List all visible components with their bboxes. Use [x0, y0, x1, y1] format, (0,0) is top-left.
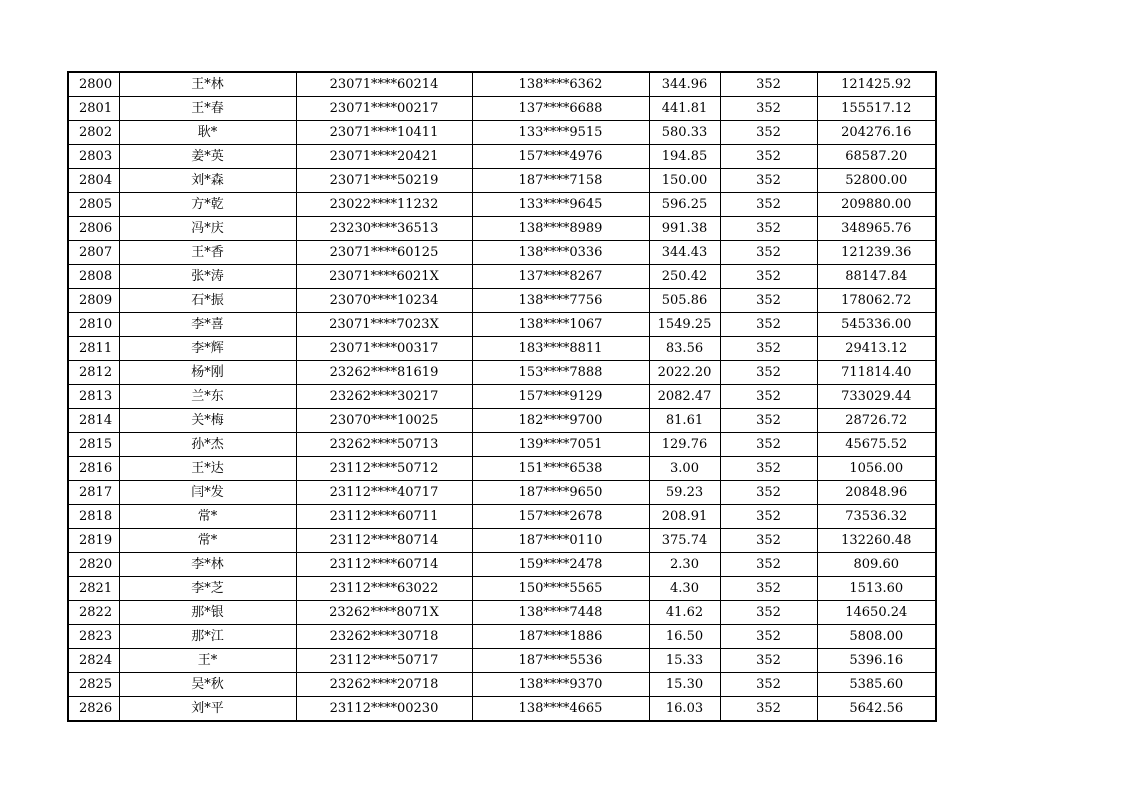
phone-cell: 157****9129 — [472, 385, 649, 409]
table-row — [68, 529, 936, 553]
table-row — [68, 72, 936, 97]
table-row — [68, 241, 936, 265]
amount-cell: 809.60 — [817, 553, 936, 577]
name-cell: 李*喜 — [119, 313, 296, 337]
amount-cell: 121425.92 — [817, 72, 936, 97]
area-cell: 83.56 — [649, 337, 720, 361]
amount-cell: 20848.96 — [817, 481, 936, 505]
area-cell: 59.23 — [649, 481, 720, 505]
area-cell: 344.43 — [649, 241, 720, 265]
table-row — [68, 145, 936, 169]
table-row — [68, 481, 936, 505]
phone-cell: 133****9515 — [472, 121, 649, 145]
phone-cell: 138****7756 — [472, 289, 649, 313]
id-number-cell: 23071****00217 — [296, 97, 472, 121]
name-cell: 王*达 — [119, 457, 296, 481]
amount-cell: 5642.56 — [817, 697, 936, 722]
table-row — [68, 433, 936, 457]
amount-cell: 73536.32 — [817, 505, 936, 529]
id-number-cell: 23070****10025 — [296, 409, 472, 433]
id-number-cell: 23071****60125 — [296, 241, 472, 265]
phone-cell: 138****0336 — [472, 241, 649, 265]
phone-cell: 138****9370 — [472, 673, 649, 697]
amount-cell: 121239.36 — [817, 241, 936, 265]
name-cell: 李*辉 — [119, 337, 296, 361]
row-number-cell: 2802 — [68, 121, 119, 145]
row-number-cell: 2818 — [68, 505, 119, 529]
rate-cell: 352 — [720, 193, 817, 217]
phone-cell: 138****8989 — [472, 217, 649, 241]
row-number-cell: 2819 — [68, 529, 119, 553]
area-cell: 580.33 — [649, 121, 720, 145]
phone-cell: 137****6688 — [472, 97, 649, 121]
amount-cell: 45675.52 — [817, 433, 936, 457]
area-cell: 3.00 — [649, 457, 720, 481]
id-number-cell: 23112****40717 — [296, 481, 472, 505]
amount-cell: 1513.60 — [817, 577, 936, 601]
records-table-body — [68, 72, 936, 721]
phone-cell: 138****4665 — [472, 697, 649, 722]
phone-cell: 182****9700 — [472, 409, 649, 433]
id-number-cell: 23262****8071X — [296, 601, 472, 625]
id-number-cell: 23262****81619 — [296, 361, 472, 385]
area-cell: 208.91 — [649, 505, 720, 529]
amount-cell: 28726.72 — [817, 409, 936, 433]
phone-cell: 151****6538 — [472, 457, 649, 481]
name-cell: 吴*秋 — [119, 673, 296, 697]
amount-cell: 29413.12 — [817, 337, 936, 361]
table-row — [68, 673, 936, 697]
row-number-cell: 2811 — [68, 337, 119, 361]
phone-cell: 187****7158 — [472, 169, 649, 193]
name-cell: 冯*庆 — [119, 217, 296, 241]
area-cell: 375.74 — [649, 529, 720, 553]
amount-cell: 209880.00 — [817, 193, 936, 217]
table-row — [68, 553, 936, 577]
table-row — [68, 169, 936, 193]
table-row — [68, 193, 936, 217]
row-number-cell: 2820 — [68, 553, 119, 577]
row-number-cell: 2804 — [68, 169, 119, 193]
row-number-cell: 2803 — [68, 145, 119, 169]
id-number-cell: 23071****60214 — [296, 72, 472, 97]
name-cell: 石*振 — [119, 289, 296, 313]
id-number-cell: 23262****50713 — [296, 433, 472, 457]
row-number-cell: 2825 — [68, 673, 119, 697]
rate-cell: 352 — [720, 385, 817, 409]
id-number-cell: 23112****50717 — [296, 649, 472, 673]
row-number-cell: 2826 — [68, 697, 119, 722]
phone-cell: 187****9650 — [472, 481, 649, 505]
name-cell: 闫*发 — [119, 481, 296, 505]
id-number-cell: 23071****6021X — [296, 265, 472, 289]
rate-cell: 352 — [720, 529, 817, 553]
amount-cell: 14650.24 — [817, 601, 936, 625]
id-number-cell: 23112****80714 — [296, 529, 472, 553]
area-cell: 2.30 — [649, 553, 720, 577]
rate-cell: 352 — [720, 433, 817, 457]
name-cell: 常* — [119, 505, 296, 529]
name-cell: 那*江 — [119, 625, 296, 649]
row-number-cell: 2812 — [68, 361, 119, 385]
rate-cell: 352 — [720, 337, 817, 361]
phone-cell: 133****9645 — [472, 193, 649, 217]
rate-cell: 352 — [720, 265, 817, 289]
name-cell: 那*银 — [119, 601, 296, 625]
name-cell: 李*林 — [119, 553, 296, 577]
phone-cell: 153****7888 — [472, 361, 649, 385]
id-number-cell: 23112****63022 — [296, 577, 472, 601]
name-cell: 常* — [119, 529, 296, 553]
area-cell: 1549.25 — [649, 313, 720, 337]
row-number-cell: 2808 — [68, 265, 119, 289]
id-number-cell: 23262****30217 — [296, 385, 472, 409]
row-number-cell: 2809 — [68, 289, 119, 313]
amount-cell: 711814.40 — [817, 361, 936, 385]
area-cell: 596.25 — [649, 193, 720, 217]
row-number-cell: 2805 — [68, 193, 119, 217]
row-number-cell: 2801 — [68, 97, 119, 121]
row-number-cell: 2813 — [68, 385, 119, 409]
id-number-cell: 23071****00317 — [296, 337, 472, 361]
rate-cell: 352 — [720, 145, 817, 169]
amount-cell: 5808.00 — [817, 625, 936, 649]
rate-cell: 352 — [720, 481, 817, 505]
row-number-cell: 2824 — [68, 649, 119, 673]
rate-cell: 352 — [720, 673, 817, 697]
name-cell: 张*涛 — [119, 265, 296, 289]
rate-cell: 352 — [720, 313, 817, 337]
table-row — [68, 601, 936, 625]
amount-cell: 545336.00 — [817, 313, 936, 337]
row-number-cell: 2814 — [68, 409, 119, 433]
rate-cell: 352 — [720, 505, 817, 529]
name-cell: 耿* — [119, 121, 296, 145]
rate-cell: 352 — [720, 121, 817, 145]
name-cell: 关*梅 — [119, 409, 296, 433]
name-cell: 李*芝 — [119, 577, 296, 601]
name-cell: 孙*杰 — [119, 433, 296, 457]
amount-cell: 204276.16 — [817, 121, 936, 145]
amount-cell: 348965.76 — [817, 217, 936, 241]
rate-cell: 352 — [720, 409, 817, 433]
phone-cell: 157****2678 — [472, 505, 649, 529]
area-cell: 15.33 — [649, 649, 720, 673]
rate-cell: 352 — [720, 72, 817, 97]
area-cell: 344.96 — [649, 72, 720, 97]
area-cell: 4.30 — [649, 577, 720, 601]
table-row — [68, 457, 936, 481]
row-number-cell: 2806 — [68, 217, 119, 241]
rate-cell: 352 — [720, 577, 817, 601]
phone-cell: 138****1067 — [472, 313, 649, 337]
rate-cell: 352 — [720, 241, 817, 265]
amount-cell: 132260.48 — [817, 529, 936, 553]
phone-cell: 183****8811 — [472, 337, 649, 361]
records-table — [67, 71, 937, 722]
table-row — [68, 385, 936, 409]
rate-cell: 352 — [720, 289, 817, 313]
name-cell: 兰*东 — [119, 385, 296, 409]
name-cell: 方*乾 — [119, 193, 296, 217]
phone-cell: 187****0110 — [472, 529, 649, 553]
table-row — [68, 337, 936, 361]
rate-cell: 352 — [720, 97, 817, 121]
id-number-cell: 23262****20718 — [296, 673, 472, 697]
rate-cell: 352 — [720, 601, 817, 625]
name-cell: 王*林 — [119, 72, 296, 97]
amount-cell: 5385.60 — [817, 673, 936, 697]
row-number-cell: 2800 — [68, 72, 119, 97]
amount-cell: 88147.84 — [817, 265, 936, 289]
area-cell: 2082.47 — [649, 385, 720, 409]
row-number-cell: 2815 — [68, 433, 119, 457]
id-number-cell: 23070****10234 — [296, 289, 472, 313]
name-cell: 刘*森 — [119, 169, 296, 193]
area-cell: 81.61 — [649, 409, 720, 433]
rate-cell: 352 — [720, 457, 817, 481]
id-number-cell: 23071****50219 — [296, 169, 472, 193]
name-cell: 刘*平 — [119, 697, 296, 722]
table-row — [68, 121, 936, 145]
name-cell: 杨*刚 — [119, 361, 296, 385]
rate-cell: 352 — [720, 649, 817, 673]
rate-cell: 352 — [720, 625, 817, 649]
id-number-cell: 23022****11232 — [296, 193, 472, 217]
table-row — [68, 217, 936, 241]
id-number-cell: 23262****30718 — [296, 625, 472, 649]
rate-cell: 352 — [720, 217, 817, 241]
area-cell: 16.50 — [649, 625, 720, 649]
table-row — [68, 577, 936, 601]
area-cell: 150.00 — [649, 169, 720, 193]
row-number-cell: 2817 — [68, 481, 119, 505]
area-cell: 2022.20 — [649, 361, 720, 385]
rate-cell: 352 — [720, 169, 817, 193]
phone-cell: 159****2478 — [472, 553, 649, 577]
amount-cell: 52800.00 — [817, 169, 936, 193]
amount-cell: 5396.16 — [817, 649, 936, 673]
area-cell: 16.03 — [649, 697, 720, 722]
phone-cell: 138****7448 — [472, 601, 649, 625]
table-row — [68, 505, 936, 529]
phone-cell: 187****1886 — [472, 625, 649, 649]
id-number-cell: 23230****36513 — [296, 217, 472, 241]
id-number-cell: 23071****20421 — [296, 145, 472, 169]
amount-cell: 1056.00 — [817, 457, 936, 481]
id-number-cell: 23071****7023X — [296, 313, 472, 337]
name-cell: 王*春 — [119, 97, 296, 121]
phone-cell: 138****6362 — [472, 72, 649, 97]
rate-cell: 352 — [720, 697, 817, 722]
row-number-cell: 2816 — [68, 457, 119, 481]
id-number-cell: 23112****60714 — [296, 553, 472, 577]
id-number-cell: 23112****50712 — [296, 457, 472, 481]
table-row — [68, 649, 936, 673]
table-row — [68, 361, 936, 385]
name-cell: 王* — [119, 649, 296, 673]
area-cell: 441.81 — [649, 97, 720, 121]
row-number-cell: 2807 — [68, 241, 119, 265]
amount-cell: 68587.20 — [817, 145, 936, 169]
phone-cell: 157****4976 — [472, 145, 649, 169]
amount-cell: 155517.12 — [817, 97, 936, 121]
table-row — [68, 625, 936, 649]
name-cell: 姜*英 — [119, 145, 296, 169]
row-number-cell: 2821 — [68, 577, 119, 601]
area-cell: 991.38 — [649, 217, 720, 241]
rate-cell: 352 — [720, 553, 817, 577]
area-cell: 41.62 — [649, 601, 720, 625]
area-cell: 250.42 — [649, 265, 720, 289]
phone-cell: 137****8267 — [472, 265, 649, 289]
area-cell: 194.85 — [649, 145, 720, 169]
table-row — [68, 97, 936, 121]
row-number-cell: 2810 — [68, 313, 119, 337]
phone-cell: 139****7051 — [472, 433, 649, 457]
area-cell: 505.86 — [649, 289, 720, 313]
table-row — [68, 289, 936, 313]
phone-cell: 150****5565 — [472, 577, 649, 601]
id-number-cell: 23112****60711 — [296, 505, 472, 529]
amount-cell: 733029.44 — [817, 385, 936, 409]
row-number-cell: 2822 — [68, 601, 119, 625]
area-cell: 129.76 — [649, 433, 720, 457]
table-row — [68, 409, 936, 433]
table-row — [68, 265, 936, 289]
row-number-cell: 2823 — [68, 625, 119, 649]
table-row — [68, 313, 936, 337]
id-number-cell: 23071****10411 — [296, 121, 472, 145]
amount-cell: 178062.72 — [817, 289, 936, 313]
name-cell: 王*香 — [119, 241, 296, 265]
table-row — [68, 697, 936, 722]
area-cell: 15.30 — [649, 673, 720, 697]
rate-cell: 352 — [720, 361, 817, 385]
phone-cell: 187****5536 — [472, 649, 649, 673]
id-number-cell: 23112****00230 — [296, 697, 472, 722]
